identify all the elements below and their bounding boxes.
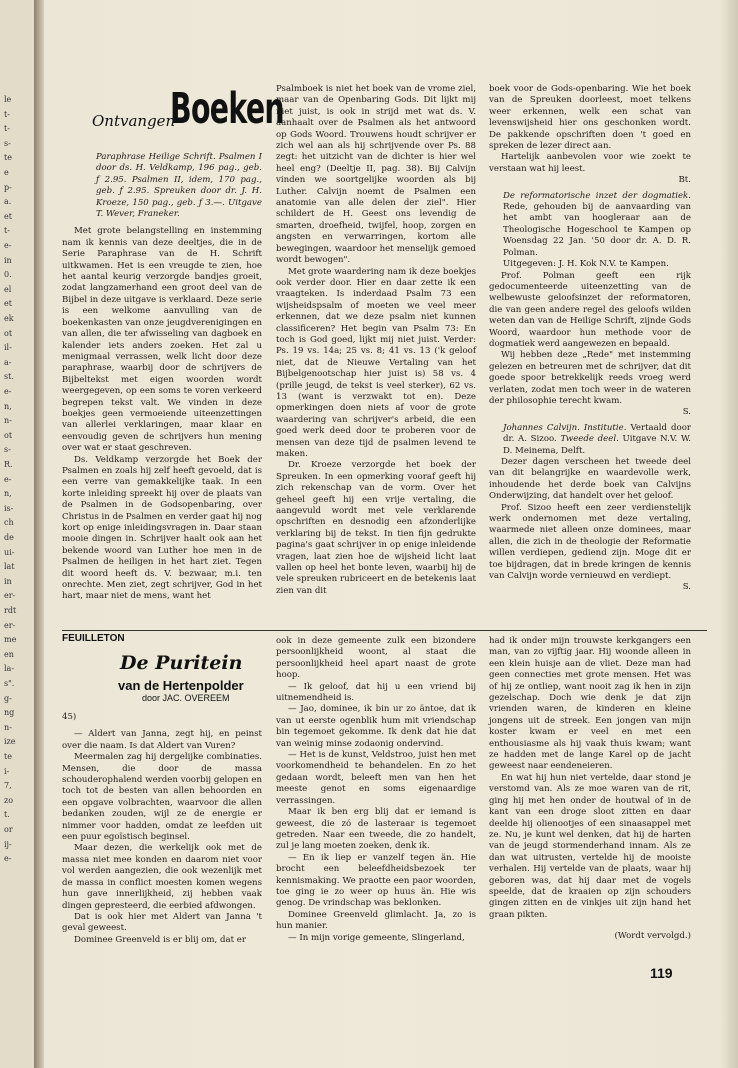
- margin-fragment: is-: [4, 503, 14, 513]
- margin-fragment: R.: [4, 460, 13, 469]
- story-paragraph: — In mijn vorige gemeente, Slingerland,: [288, 932, 465, 943]
- feuilleton-subtitle: van de Hertenpolder: [118, 678, 244, 693]
- page-gutter: [34, 0, 44, 1068]
- review-signature: S.: [682, 582, 691, 593]
- margin-fragment: te: [4, 153, 12, 163]
- margin-fragment: n-: [4, 722, 12, 732]
- margin-fragment: et: [4, 211, 12, 221]
- margin-fragment: g-: [4, 693, 12, 703]
- margin-fragment: ui-: [4, 547, 15, 557]
- margin-fragment: n,: [4, 489, 12, 499]
- story-paragraph: Maar ik ben erg blij dat er iemand is geweest, die zó de lasteraar is tegemoet getreden. Naar een tweede, die zo handelt, zul je lang moeten zoeken, denk ik.: [276, 807, 476, 852]
- margin-fragment: ot: [4, 328, 13, 338]
- margin-fragment: or: [4, 825, 13, 834]
- margin-fragment: in: [4, 255, 12, 265]
- margin-fragment: n-: [4, 416, 12, 426]
- bibliographic-entry-calvijn: Johannes Calvijn. Institutie. Vertaald door dr. A. Sizoo. Tweede deel. Uitgave N.V. W. D. Meinema, Delft.: [503, 422, 692, 456]
- feuilleton-column-3: [489, 636, 691, 943]
- story-paragraph: — Jao, dominee, ik bin ur zo äntoe, dat ik van ut eerste ogenblik hum mit vriendschap bin tegemoet gekomme. Ik denk dat hie dat van weinig minse zodaonig ondervind.: [276, 704, 476, 749]
- margin-fragment: ize: [4, 737, 16, 747]
- story-paragraph: ook in deze gemeente zulk een bizondere persoonlijkheid woont, al staat die persoonlijkheid heel apart naast de grote hoop.: [276, 636, 476, 681]
- header-boeken: Boeken: [170, 84, 284, 134]
- margin-fragment: t-: [4, 124, 10, 134]
- story-paragraph: — En ik liep er vanzelf tegen än. Hie brocht een beleefdheidsbezoek ter kennismaking. We praotte een paor woorden, toe ging ie zo weer op huus än. Hie wis genog. De vrindschap was beklonken.: [276, 852, 476, 909]
- margin-fragment: de: [4, 533, 14, 542]
- margin-fragment: er-: [4, 620, 16, 630]
- margin-fragment: i-: [4, 766, 10, 776]
- margin-fragment: ij-: [4, 839, 12, 849]
- header-ontvangen: Ontvangen: [92, 112, 176, 130]
- review-paragraph: Met grote belangstelling en instemming nam ik kennis van deze deeltjes, die in de Serie Paraphrase van de H. Schrift uitkwamen. Het is een vreugde te zien, hoe het aantal keurig verzorgde bandjes groeit, zodat langzamerhand een groot deel van de Bijbel in deze uitgave is verklaard. Deze serie is een welkome aanvulling van de boekenkasten van onze jeugdverenigingen en van allen, die ter afwisseling van dagboek en kalender iets anders zoeken. Het zal u menigmaal verrassen, welk licht door deze paraphrase, waarbij door de schrijvers de Bijbeltekst met eigen woorden wordt weergegeven, op een soms te voren verkeerd begrepen tekst valt. We vinden in deze boekjes geen vermoeiende uiteenzettingen van allerlei verklaringen, maar klaar en eenvoudig geven de schrijvers hun mening over wat er staat geschreven.: [62, 226, 262, 454]
- story-paragraph: Maar dezen, die werkelijk ook met de massa niet mee konden en daarom niet voor vol werden aangezien, die ook wezenlijk met de massa in conflict moesten komen wegens hun gave innerlijkheid, zij hebben vaak dingen gepresteerd, die eerbied afdwongen.: [62, 843, 262, 911]
- story-paragraph: En wat hij hun niet vertelde, daar stond je verstomd van. Als ze moe waren van de rit, ging hij met hen onder de houtwal of in de kant van een droge sloot zitten en daar deelde hij olienootjes of een sinaasappel met ze. Nu, je kunt wel denken, dat hij de harten van de jeugd stormenderhand innam. Als ze dan wat uitrusten, vertelde hij de mooiste verhalen. Hij vertelde van de plaats, waar hij geboren was, dat hij daar met de vogels speelde, dat de kraaien op zijn schouders gingen zitten en de vinkjes uit zijn hand het graan pikten.: [489, 772, 691, 920]
- story-paragraph: Dominee Greenveld is er blij om, dat er: [74, 934, 247, 945]
- review-signature: Bt.: [678, 175, 691, 186]
- margin-fragment: ng: [4, 708, 15, 718]
- page-number: 119: [650, 965, 673, 981]
- review-paragraph: boek voor de Gods-openbaring. Wie het boek van de Spreuken doorleest, moet telkens weer erkennen, welk een schat van levenswijsheid hier ons geschonken wordt. De pakkende opschriften doen 't goed en spreken de lezer direct aan.: [489, 84, 691, 152]
- review-paragraph: Ds. Veldkamp verzorgde het Boek der Psalmen en zoals hij zelf heeft gevoeld, dat is een verre van gemakkelijke taak. In een korte inleiding spreekt hij over de plaats van de Psalmen in de Godsopenbaring, over Christus in de Psalmen en verder gaat hij nog kort op enige inleidingsvragen in. Daar staan mooie dingen in. Schrijver haalt ook aan het bekende woord van Luther hoe men in de Psalmen de heiligen in het hart ziet. Tegen dit woord heeft ds. V. bezwaar, m.i. ten onrechte. Men ziet, zegt schrijver, God in het hart, maar niet de mens, want het: [62, 454, 262, 602]
- bibliographic-entry-polman: De reformatorische inzet der dogmatiek. Rede, gehouden bij de aanvaarding van het ambt van hoogleraar aan de Theologische Hogeschool te Kampen op Woensdag 22 Jan. '50 door dr. A. D. R. Polman.: [503, 190, 691, 258]
- feuilleton-label: FEUILLETON: [62, 633, 125, 644]
- margin-fragment: t-: [4, 226, 10, 236]
- review-paragraph: Dezer dagen verscheen het tweede deel van dit belangrijke en waardevolle werk, inhoudende het derde boek van Calvijns Onderwijzing, dat handelt over het geloof.: [489, 457, 691, 502]
- margin-fragment: n,: [4, 401, 12, 411]
- feuilleton-column-2: [276, 636, 476, 944]
- to-be-continued: (Wordt vervolgd.): [614, 931, 691, 942]
- review-paragraph: Wij hebben deze „Rede" met instemming gelezen en betreuren met de schrijver, dat dit goede spoor betrekkelijk reeds vroeg werd verlaten, zodat men toch weer in de wateren der philosophie terecht kwam.: [489, 350, 691, 406]
- feuilleton-author: door JAC. OVEREEM: [142, 693, 230, 703]
- review-column-2: [276, 84, 476, 597]
- margin-fragment: ek: [4, 314, 14, 323]
- margin-fragment: a-: [4, 357, 12, 367]
- margin-fragment: te: [4, 752, 12, 761]
- review-paragraph: Met grote waardering nam ik deze boekjes ook verder door. Hier en daar zette ik een vraagteken. Is inderdaad Psalm 73 een wijsheidspsalm of moeten we veel meer erkennen, dat we deze psalm niet kunnen classificeren? Het begin van Psalm 73: En toch is God goed, lijkt mij niet juist. Verder: Ps. 19 vs. 14a; 25 vs. 8; 41 vs. 13 ('k geloof niet, dat de Nieuwe Vertaling van het Bijbelgenootschap hier juist is) 58 vs. 4 (prille jeugd, de tekst is veel sterker), 62 vs. 13 (want is verzwakt tot en). Deze opmerkingen doen niets af voor de grote waardering van schrijver's arbeid, die een goed werk deed door te proberen voor de mensen van deze tijd de psalmen levend te maken.: [276, 266, 476, 459]
- margin-fragment: e-: [4, 474, 12, 484]
- margin-fragment: in: [4, 576, 12, 586]
- margin-fragment: 0.: [4, 270, 12, 280]
- margin-fragment: la-: [4, 664, 15, 674]
- margin-fragment: a.: [4, 197, 12, 207]
- margin-fragment: ot: [4, 430, 13, 440]
- margin-fragment: s".: [4, 679, 15, 688]
- feuilleton-column-1: [62, 712, 262, 946]
- review-column-1: [62, 152, 262, 603]
- review-paragraph: Prof. Polman geeft een rijk gedocumenteerde uiteenzetting van de welbewuste geloofsinzet der reformatoren, die van geen andere regel des geloofs wilden weten dan van de Heilige Schrift, zijnde Gods Woord, waardoor hun methode voor de dogmatiek werd aangewezen en bepaald.: [489, 270, 691, 349]
- review-paragraph: Prof. Sizoo heeft een zeer verdienstelijk werk ondernomen met deze vertaling, waarmede niet alleen onze dominees, maar allen, die zich in de theologie der Reformatie willen verdiepen, gediend zijn. Moge dit er toe bijdragen, dat in brede kringen de kennis van Calvijn worde vernieuwd en verdiept.: [489, 502, 691, 582]
- margin-fragment: st.: [4, 372, 14, 382]
- story-paragraph: Meermalen zag hij dergelijke combinaties. Mensen, die door de massa schouderophalend werden voorbij gelopen en toch tot de besten van allen behoorden en een opgave volbrachten, waarvoor die allen bedanken zouden, wijl ze de energie er nimmer voor hadden, omdat ze leefden uit een puur egoïstisch beginsel.: [62, 752, 262, 843]
- margin-fragment: en: [4, 649, 14, 659]
- review-paragraph: Psalmboek is niet het boek van de vrome ziel, maar van de Openbaring Gods. Dit lijkt mij niet juist, is ook in strijd met wat ds. V. aanhaalt over de Psalmen als het antwoord op Gods Woord. Trouwens houdt schrijver er zich wel aan als hij schrijvende over Ps. 88 zegt: het uitzicht van de dichter is hier wel heel eng? (Deeltje II, pag. 38). Bij Calvijn vinden we soortgelijke woorden als bij Luther. Calvijn noemt de Psalmen een anatomie van alle delen der ziel". Hier schildert de H. Geest ons levendig de smarten, droefheid, twijfel, hoop, zorgen en angsten en verwarringen, kortom alle bewegingen, waardoor het menselijk gemoed wordt bewogen".: [276, 84, 476, 266]
- margin-fragment: lat: [4, 562, 15, 572]
- margin-fragment: et: [4, 299, 12, 309]
- story-paragraph: had ik onder mijn trouwste kerkgangers een man, van zo vijftig jaar. Hij woonde alleen in een klein huisje aan de vliet. Deze man had geen connecties met grote mensen. Het was of hij ze ontliep, want nooit zag ik hen in zijn gezelschap. Doch wie denk je dat zijn vrienden waren, de kinderen en kleine jongens uit de streek. Een jongen van mijn koster kwam er veel en met een enthousiasme als hij vaak thuis kwam; want ze hadden met de lange Karel op de jacht geweest naar eendeneieren.: [489, 636, 691, 772]
- margin-fragment: s-: [4, 138, 11, 148]
- story-paragraph: — Aldert van Janna, zegt hij, en peinst over die naam. Is dat Aldert van Vuren?: [62, 729, 262, 751]
- margin-fragment: ch: [4, 518, 14, 528]
- margin-fragment: el: [4, 284, 12, 294]
- story-paragraph: — Het is de kunst, Veldstroo, juist hen met voorkomendheid te behandelen. En zo het gedaan wordt, beleeft men van hen het meeste genot en soms eigenaardige verrassingen.: [276, 750, 476, 806]
- margin-fragment: il-: [4, 343, 12, 353]
- review-paragraph: Hartelijk aanbevolen voor wie zoekt te verstaan wat hij leest.: [489, 152, 691, 174]
- margin-fragment: rdt: [4, 606, 17, 615]
- margin-fragment: 7,: [4, 781, 12, 791]
- margin-fragment: e: [4, 168, 9, 177]
- margin-fragment: zo: [4, 795, 14, 805]
- margin-fragment: me: [4, 635, 17, 645]
- story-paragraph: Dominee Greenveld glimlacht. Ja, zo is hun manier.: [276, 909, 476, 932]
- margin-fragment: p-: [4, 182, 12, 192]
- previous-page-edge: [0, 0, 36, 1068]
- margin-fragment: e-: [4, 387, 12, 396]
- story-paragraph: — Ik geloof, dat hij u een vriend bij uitnemendheid is.: [276, 681, 476, 704]
- bibliographic-entry-paraphrase: Paraphrase Heilige Schrift. Psalmen I door ds. H. Veldkamp, 196 pag., geb. ƒ 2.95. Psalmen II, idem, 170 pag., geb. ƒ 2.95. Spreuken door dr. J. H. Kroeze, 150 pag., geb. ƒ 3.—. Uitgave T. Wever, Franeker.: [96, 152, 262, 220]
- margin-fragment: e-: [4, 854, 12, 864]
- margin-fragment: s-: [4, 445, 11, 455]
- margin-fragment: le: [4, 95, 12, 104]
- story-paragraph: Dat is ook hier met Aldert van Janna 't geval geweest.: [62, 911, 262, 934]
- margin-fragment: e-: [4, 241, 12, 250]
- review-column-3: [489, 84, 691, 594]
- section-divider: [62, 630, 707, 631]
- feuilleton-title: De Puritein: [120, 652, 243, 674]
- margin-fragment: er-: [4, 591, 16, 601]
- bibliographic-publisher: Uitgegeven: J. H. Kok N.V. te Kampen.: [503, 259, 669, 270]
- margin-fragment: t.: [4, 810, 10, 820]
- installment-number: 45): [62, 712, 77, 722]
- review-paragraph: Dr. Kroeze verzorgde het boek der Spreuken. In een opmerking vooraf geeft hij zich rekenschap van de vorm. Over het geheel geeft hij een vrije vertaling, die aangevuld wordt met vele verklarende opschriften en desnodig een afzonderlijke verklaring bij de tekst. In tien fijn gedrukte pagina's gaat schrijver in op enige inleidende vragen, laat zien hoe de wijsheid licht laat vallen op heel het bonte leven, waarbij hij de vele spreuken rubriceert en de betekenis laat zien van dit: [276, 460, 476, 596]
- margin-fragment: t-: [4, 109, 10, 119]
- review-signature: S.: [682, 407, 691, 418]
